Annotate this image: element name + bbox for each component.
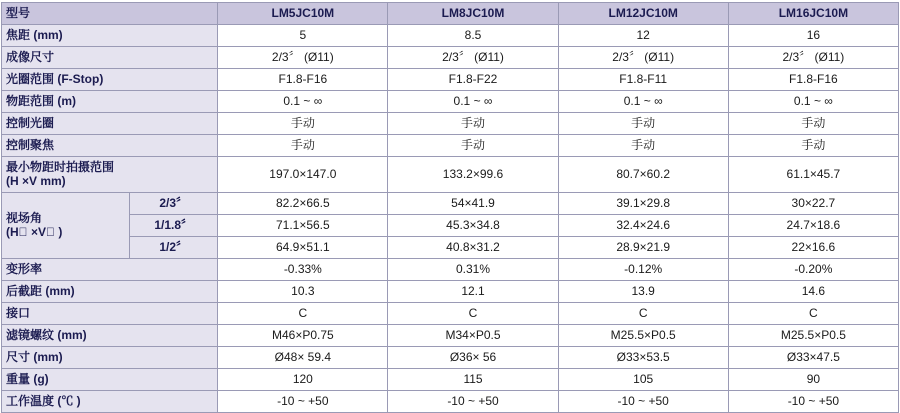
cell-value: 2/3〞 (Ø11) bbox=[558, 47, 728, 69]
row-label-line1: 最小物距时拍摄范围 bbox=[6, 159, 115, 174]
cell-value: C bbox=[558, 303, 728, 325]
table-row bbox=[2, 325, 899, 347]
cell-value: C bbox=[388, 303, 558, 325]
cell-value: 71.1×56.5 bbox=[218, 215, 388, 237]
cell-value: 0.1 ~ ∞ bbox=[728, 91, 898, 113]
cell-value: 10.3 bbox=[218, 281, 388, 303]
cell-value: 105 bbox=[558, 369, 728, 391]
cell-value: 0.1 ~ ∞ bbox=[388, 91, 558, 113]
cell-value: 12 bbox=[558, 25, 728, 47]
cell-value: 80.7×60.2 bbox=[558, 157, 728, 193]
cell-value: 0.31% bbox=[388, 259, 558, 281]
table-row bbox=[2, 347, 899, 369]
cell-value: F1.8-F22 bbox=[388, 69, 558, 91]
cell-value: 14.6 bbox=[728, 281, 898, 303]
table-row bbox=[2, 91, 899, 113]
cell-value: F1.8-F16 bbox=[218, 69, 388, 91]
cell-value: M25.5×P0.5 bbox=[728, 325, 898, 347]
cell-value: 13.9 bbox=[558, 281, 728, 303]
row-label-filter-thread: 滤镜螺纹 (mm) bbox=[2, 325, 218, 347]
table-row bbox=[2, 391, 899, 413]
cell-value: F1.8-F16 bbox=[728, 69, 898, 91]
fov-label-line1: 视场角 bbox=[6, 210, 43, 225]
row-label-focal-length: 焦距 (mm) bbox=[2, 25, 218, 47]
row-label-min-object-field bbox=[2, 157, 218, 193]
cell-value: -10 ~ +50 bbox=[218, 391, 388, 413]
cell-value: Ø36× 56 bbox=[388, 347, 558, 369]
cell-value: 32.4×24.6 bbox=[558, 215, 728, 237]
row-label-mount: 接口 bbox=[2, 303, 218, 325]
row-label-object-distance: 物距范围 (m) bbox=[2, 91, 218, 113]
cell-value: 115 bbox=[388, 369, 558, 391]
cell-value: C bbox=[728, 303, 898, 325]
cell-value: C bbox=[218, 303, 388, 325]
cell-value: 24.7×18.6 bbox=[728, 215, 898, 237]
table-row bbox=[2, 303, 899, 325]
table-row bbox=[2, 135, 899, 157]
cell-value: 2/3〞 (Ø11) bbox=[388, 47, 558, 69]
cell-value: M34×P0.5 bbox=[388, 325, 558, 347]
row-label-field-of-view bbox=[2, 193, 130, 259]
cell-value: 61.1×45.7 bbox=[728, 157, 898, 193]
cell-value: 28.9×21.9 bbox=[558, 237, 728, 259]
cell-value: 0.1 ~ ∞ bbox=[218, 91, 388, 113]
cell-value: 82.2×66.5 bbox=[218, 193, 388, 215]
cell-value: 手动 bbox=[218, 135, 388, 157]
header-model-1: LM5JC10M bbox=[218, 3, 388, 25]
cell-value: 手动 bbox=[558, 135, 728, 157]
cell-value: 8.5 bbox=[388, 25, 558, 47]
cell-value: -10 ~ +50 bbox=[728, 391, 898, 413]
table-row-fov-1 bbox=[2, 193, 899, 215]
cell-value: -10 ~ +50 bbox=[558, 391, 728, 413]
header-model-3: LM12JC10M bbox=[558, 3, 728, 25]
header-label-model: 型号 bbox=[2, 3, 218, 25]
cell-value: 0.1 ~ ∞ bbox=[558, 91, 728, 113]
row-label-focus-control: 控制聚焦 bbox=[2, 135, 218, 157]
fov-sublabel-1-1-8: 1/1.8〞 bbox=[130, 215, 218, 237]
row-label-image-size: 成像尺寸 bbox=[2, 47, 218, 69]
cell-value: 54×41.9 bbox=[388, 193, 558, 215]
cell-value: 2/3〞 (Ø11) bbox=[218, 47, 388, 69]
table-row bbox=[2, 157, 899, 193]
cell-value: -0.12% bbox=[558, 259, 728, 281]
row-label-back-focal-length: 后截距 (mm) bbox=[2, 281, 218, 303]
table-header-row bbox=[2, 3, 899, 25]
cell-value: 133.2×99.6 bbox=[388, 157, 558, 193]
cell-value: -10 ~ +50 bbox=[388, 391, 558, 413]
cell-value: 手动 bbox=[388, 135, 558, 157]
fov-label-line2: (H〫 ×V〫 ) bbox=[6, 224, 63, 239]
table-row-fov-2 bbox=[2, 215, 899, 237]
table-row bbox=[2, 25, 899, 47]
row-label-iris-control: 控制光圈 bbox=[2, 113, 218, 135]
cell-value: 16 bbox=[728, 25, 898, 47]
table-row bbox=[2, 259, 899, 281]
row-label-fstop: 光圈范围 (F-Stop) bbox=[2, 69, 218, 91]
cell-value: 64.9×51.1 bbox=[218, 237, 388, 259]
cell-value: M46×P0.75 bbox=[218, 325, 388, 347]
cell-value: 手动 bbox=[388, 113, 558, 135]
cell-value: Ø33×53.5 bbox=[558, 347, 728, 369]
table-row bbox=[2, 47, 899, 69]
cell-value: 手动 bbox=[728, 113, 898, 135]
cell-value: Ø33×47.5 bbox=[728, 347, 898, 369]
cell-value: 手动 bbox=[218, 113, 388, 135]
table-row bbox=[2, 113, 899, 135]
lens-specification-table bbox=[1, 2, 899, 413]
cell-value: 5 bbox=[218, 25, 388, 47]
cell-value: 197.0×147.0 bbox=[218, 157, 388, 193]
cell-value: 2/3〞 (Ø11) bbox=[728, 47, 898, 69]
cell-value: -0.20% bbox=[728, 259, 898, 281]
cell-value: 90 bbox=[728, 369, 898, 391]
cell-value: M25.5×P0.5 bbox=[558, 325, 728, 347]
cell-value: 40.8×31.2 bbox=[388, 237, 558, 259]
header-model-2: LM8JC10M bbox=[388, 3, 558, 25]
row-label-distortion: 变形率 bbox=[2, 259, 218, 281]
cell-value: F1.8-F11 bbox=[558, 69, 728, 91]
table-row bbox=[2, 69, 899, 91]
table-row bbox=[2, 369, 899, 391]
header-model-4: LM16JC10M bbox=[728, 3, 898, 25]
table-row bbox=[2, 281, 899, 303]
cell-value: 30×22.7 bbox=[728, 193, 898, 215]
cell-value: 22×16.6 bbox=[728, 237, 898, 259]
cell-value: 45.3×34.8 bbox=[388, 215, 558, 237]
row-label-line2: (H ×V mm) bbox=[6, 173, 66, 188]
cell-value: Ø48× 59.4 bbox=[218, 347, 388, 369]
row-label-weight: 重量 (g) bbox=[2, 369, 218, 391]
cell-value: 手动 bbox=[558, 113, 728, 135]
cell-value: 手动 bbox=[728, 135, 898, 157]
table-row-fov-3 bbox=[2, 237, 899, 259]
fov-sublabel-1-2: 1/2〞 bbox=[130, 237, 218, 259]
row-label-dimensions: 尺寸 (mm) bbox=[2, 347, 218, 369]
fov-sublabel-2-3: 2/3〞 bbox=[130, 193, 218, 215]
cell-value: -0.33% bbox=[218, 259, 388, 281]
row-label-operating-temperature: 工作温度 (℃ ) bbox=[2, 391, 218, 413]
cell-value: 120 bbox=[218, 369, 388, 391]
cell-value: 39.1×29.8 bbox=[558, 193, 728, 215]
cell-value: 12.1 bbox=[388, 281, 558, 303]
